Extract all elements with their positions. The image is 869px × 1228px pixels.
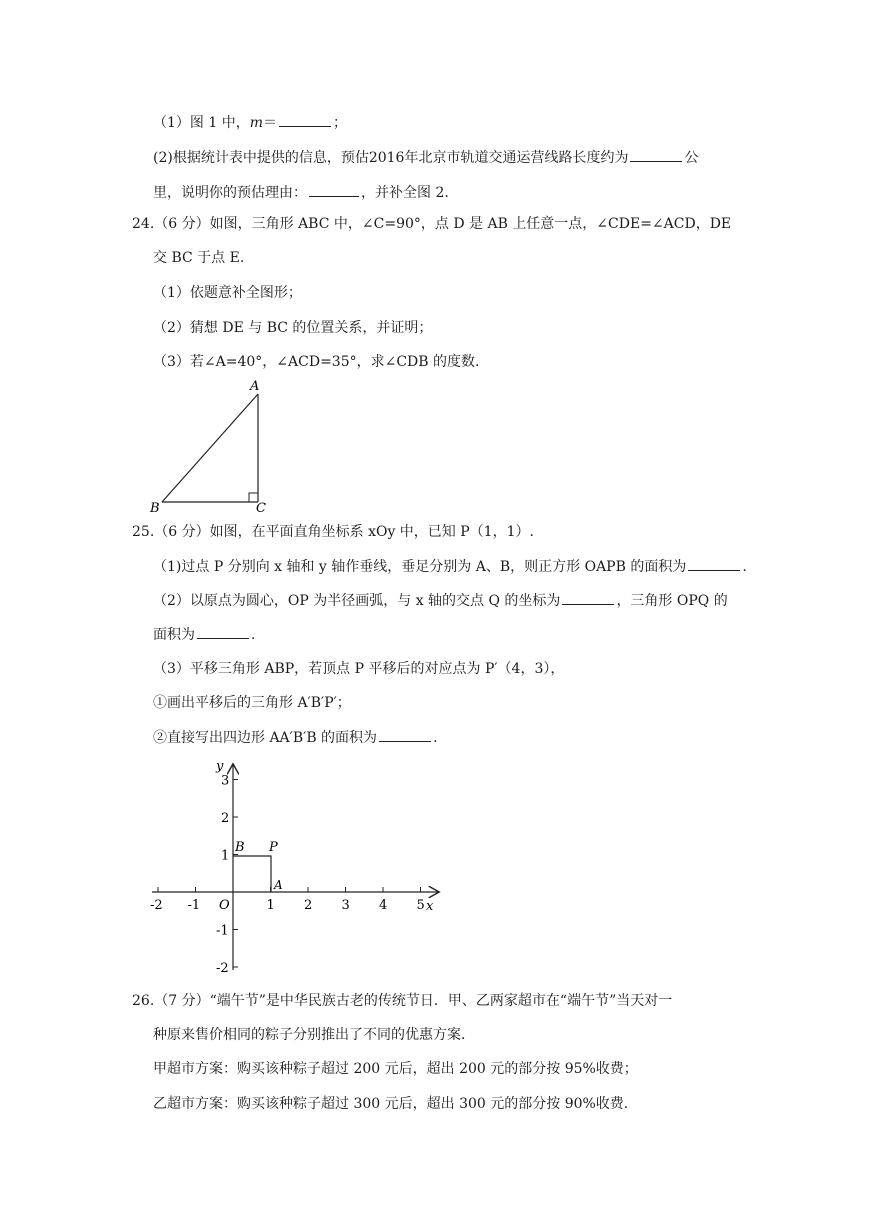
q25-sub3: （3）平移三角形 ABP，若顶点 P 平移后的对应点为 P′（4，3），	[153, 661, 565, 677]
q25-answer-blank-2[interactable]	[562, 590, 614, 605]
q25-sub1-text: （1)过点 P 分别向 x 轴和 y 轴作垂线，垂足分别为 A、B，则正方形 OAPB 的面积为	[153, 559, 687, 575]
q23-reason-label: 里，说明你的预估理由：	[153, 185, 307, 201]
q23-part1	[153, 112, 347, 133]
q25-sub1	[153, 556, 747, 577]
label-a: A	[250, 379, 260, 394]
label-b: B	[150, 501, 160, 516]
q26-stem-line2: 种原来售价相同的粽子分别推出了不同的优惠方案.	[153, 1027, 466, 1043]
q24-triangle-figure	[140, 372, 280, 517]
q26-stem-line1: 26.（7 分）“端午节”是中华民族古老的传统节日．甲、乙两家超市在“端午节”当天对一	[132, 993, 673, 1009]
point-a-label: A	[274, 878, 283, 892]
q23-part1-label: （1）图 1 中，	[153, 115, 250, 131]
x-tick-label: 2	[304, 898, 313, 913]
q23-answer-blank-1[interactable]	[279, 112, 331, 127]
q25-stem: 25.（6 分）如图，在平面直角坐标系 xOy 中，已知 P（1，1）.	[132, 524, 534, 540]
q23-part2-text: (2)根据统计表中提供的信息，预估2016年北京市轨道交通运营线路长度约为	[153, 150, 629, 166]
y-tick-label: 2	[221, 811, 230, 826]
y-ticks	[216, 774, 238, 977]
q23-part2	[153, 147, 698, 168]
q25-sub2-mid: ，三角形 OPQ 的	[616, 593, 728, 609]
q26-plan-yi: 乙超市方案：购买该种粽子超过 300 元后，超出 300 元的部分按 90%收费.	[153, 1096, 629, 1112]
y-tick-label: 1	[221, 848, 230, 864]
q24-sub2: （2）猜想 DE 与 BC 的位置关系，并证明；	[153, 320, 433, 336]
triangle-side-ab	[162, 394, 258, 502]
q25-sub2	[153, 590, 728, 611]
q25-sub2-text: （2）以原点为圆心，OP 为半径画弧，与 x 轴的交点 Q 的坐标为	[153, 593, 561, 609]
q25-coordinate-plane	[140, 755, 450, 977]
q24-stem-line1: 24.（6 分）如图，三角形 ABC 中，∠C=90°，点 D 是 AB 上任意一点，∠CDE=∠ACD，DE	[132, 216, 732, 232]
q25-sub3b-text: ②直接写出四边形 AA′B′B 的面积为	[153, 730, 378, 746]
q24-sub1: （1）依题意补全图形；	[153, 285, 302, 301]
q25-sub1-end: .	[742, 559, 747, 575]
q23-reason-end: ，并补全图 2.	[361, 185, 449, 201]
q23-answer-blank-3[interactable]	[309, 182, 359, 197]
point-p-label: P	[269, 840, 278, 855]
q23-part2-unit: 公	[684, 150, 699, 166]
q23-answer-blank-2[interactable]	[630, 147, 682, 162]
x-tick-label: 3	[341, 898, 350, 913]
q25-answer-blank-1[interactable]	[688, 556, 740, 571]
x-tick-label: 1	[266, 898, 275, 913]
q23-var-m: m	[249, 115, 263, 131]
y-tick-label: 3	[221, 773, 230, 789]
y-tick-label: -1	[216, 923, 229, 939]
y-axis-label: y	[216, 759, 224, 774]
origin-label: O	[219, 898, 230, 913]
label-c: C	[256, 501, 266, 516]
q23-equals: ＝	[263, 115, 277, 131]
x-tick-label: 4	[379, 898, 388, 913]
q25-area-label: 面积为	[153, 627, 195, 643]
q25-sub2-cont	[153, 624, 255, 645]
x-tick-label: -1	[187, 898, 201, 913]
q25-sub3a: ①画出平移后的三角形 A′B′P′；	[153, 695, 351, 711]
x-ticks	[150, 887, 425, 913]
x-tick-label: 5	[416, 898, 425, 913]
square-oapb	[233, 856, 271, 892]
x-tick-label: -2	[150, 898, 163, 913]
q25-answer-blank-4[interactable]	[379, 727, 431, 742]
q23-part1-end: ；	[333, 115, 347, 131]
q25-sub3b-end: .	[433, 730, 438, 746]
q25-sub2-end: .	[251, 627, 256, 643]
q25-answer-blank-3[interactable]	[197, 624, 249, 639]
x-axis-label: x	[426, 899, 434, 914]
q23-part2-cont	[153, 182, 449, 203]
q24-sub3: （3）若∠A=40°，∠ACD=35°，求∠CDB 的度数.	[153, 354, 480, 370]
y-tick-label: -2	[216, 961, 229, 976]
q24-stem-line2: 交 BC 于点 E.	[153, 250, 245, 266]
q25-sub3b	[153, 727, 438, 748]
point-b-label: B	[235, 840, 245, 855]
q26-plan-jia: 甲超市方案：购买该种粽子超过 200 元后，超出 200 元的部分按 95%收费；	[153, 1061, 638, 1077]
